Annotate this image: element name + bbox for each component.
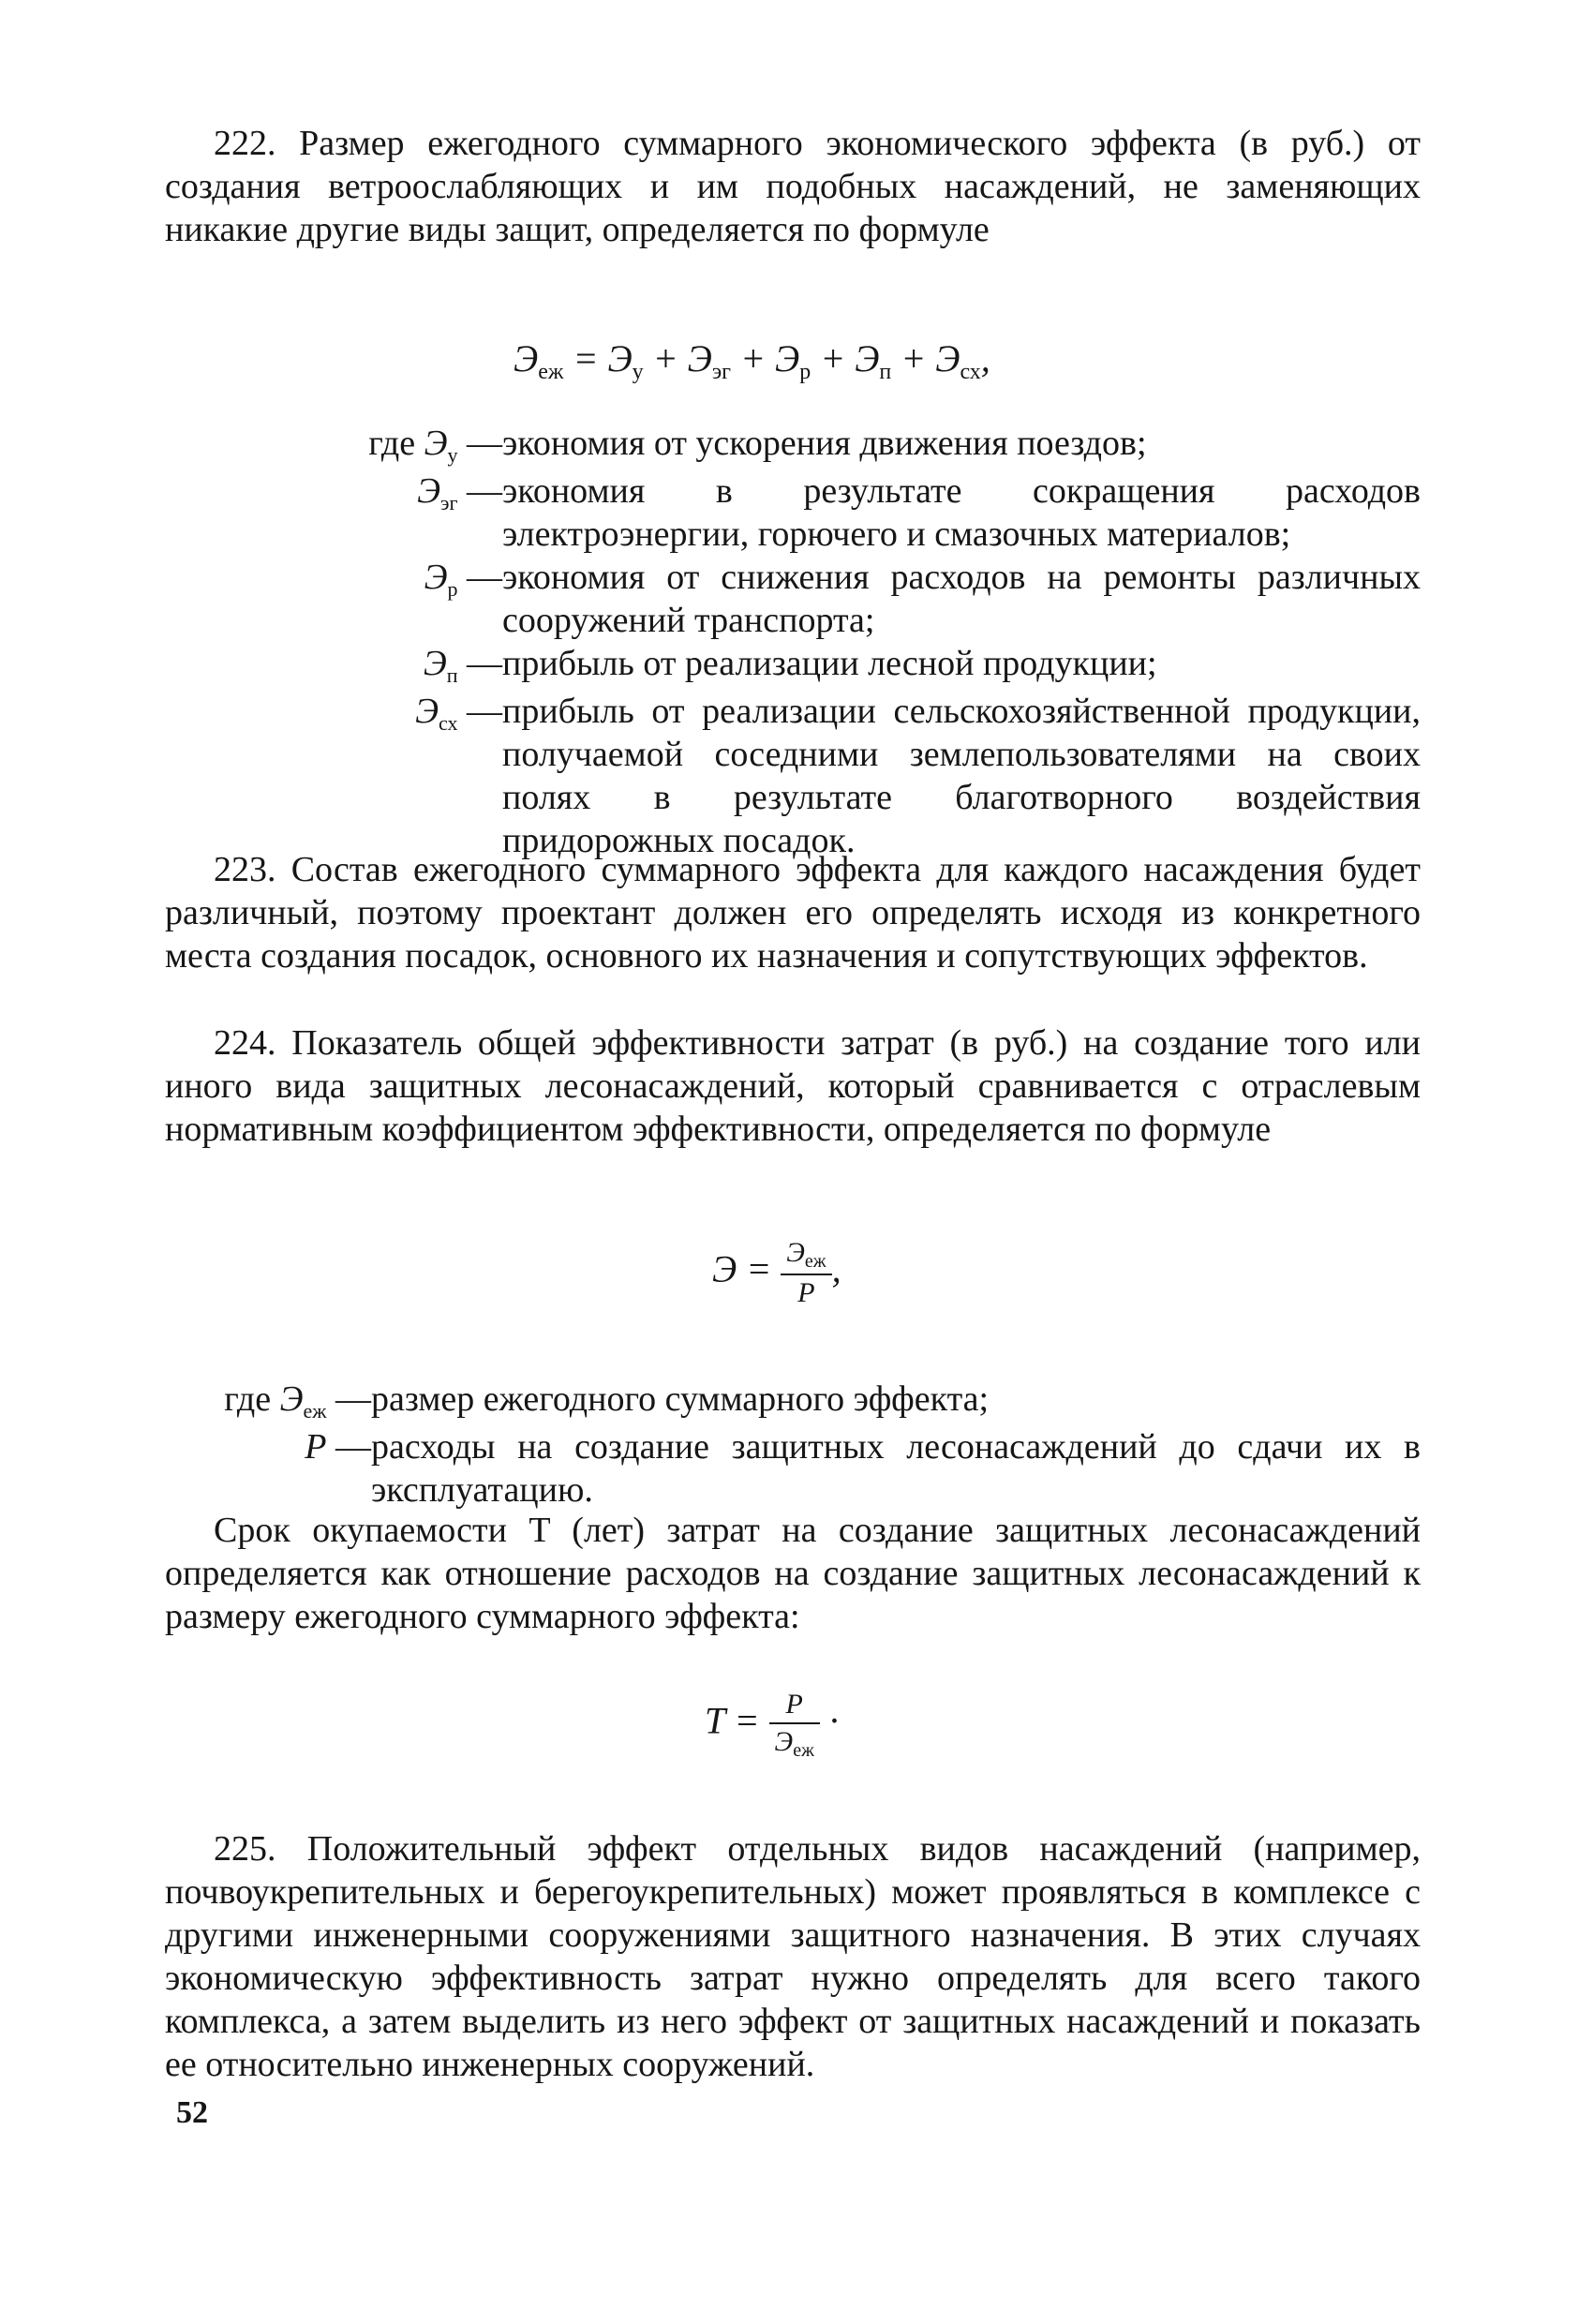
paragraph-payback: Срок окупаемости T (лет) затрат на создание защитных лесонасаждений определяется как отношение расходов на создание защитных лесонасаждений к размеру ежегодного суммарного эффекта: — [165, 1511, 1421, 1636]
fraction: $\frac{P}{Э_{еж}}$ — [769, 1687, 820, 1763]
definition-row: $Э_{эг}$ — экономия в результате сокращения расходов электроэнергии, горючего и смазочных материалов; — [417, 471, 1421, 554]
formula-efficiency: Э = $\frac{Э_{еж}}{P}$ , — [712, 1235, 841, 1311]
fraction: $\frac{Э_{еж}}{P}$ — [781, 1235, 831, 1311]
formula-total-effect: $Э_{еж} = Э_у + Э_{эг} + Э_р + Э_п + Э_{сх}$, — [514, 337, 990, 384]
definition-row: $Э_р$ — экономия от снижения расходов на ремонты различных сооружений транспорта; — [424, 558, 1421, 640]
definition-row: где $Э_{еж}$ — размер ежегодного суммарного эффекта; — [224, 1379, 990, 1423]
paragraph-224: 224. Показатель общей эффективности затрат (в руб.) на создание того или иного вида защитных лесонасаждений, который сравнивается с отраслевым нормативным коэффициентом эффективности, определяется по формуле — [165, 1023, 1421, 1149]
definition-row: где $Э_у$ — экономия от ускорения движения поездов; — [368, 424, 1147, 467]
paragraph-225: 225. Положительный эффект отдельных видов насаждений (например, почвоукрепительных и берегоукрепительных) может проявляться в комплексе с другими инженерными сооружениями защитного назначения. В этих случаях экономическую эффективность затрат нужно определять для всего такого комплекса, а затем выделить из него эффект от защитных насаждений и показать ее относительно инженерных сооружений. — [165, 1829, 1421, 2084]
definitions-list-2 — [165, 1378, 1421, 1512]
definition-row: P — расходы на создание защитных лесонасаждений до сдачи их в эксплуатацию. — [305, 1427, 1421, 1510]
definition-row: $Э_п$ — прибыль от реализации лесной продукции; — [423, 644, 1157, 687]
definition-row: $Э_{сх}$ — прибыль от реализации сельскохозяйственной продукции, получаемой соседними землепользователями на своих полях в результате благотворного воздействия придорожных посадок. — [415, 692, 1421, 860]
definitions-list-1 — [165, 422, 1421, 862]
paragraph-222: 222. Размер ежегодного суммарного экономического эффекта (в руб.) от создания ветроослабляющих и им подобных насаждений, не заменяющих никакие другие виды защит, определяется по формуле — [165, 124, 1421, 249]
paragraph-223: 223. Состав ежегодного суммарного эффекта для каждого насаждения будет различный, поэтому проектант должен его определять исходя из конкретного места создания посадок, основного их назначения и сопутствующих эффектов. — [165, 850, 1421, 976]
formula-payback: T = $\frac{P}{Э_{еж}}$ · — [705, 1689, 839, 1761]
page-number: 52 — [176, 2095, 208, 2130]
